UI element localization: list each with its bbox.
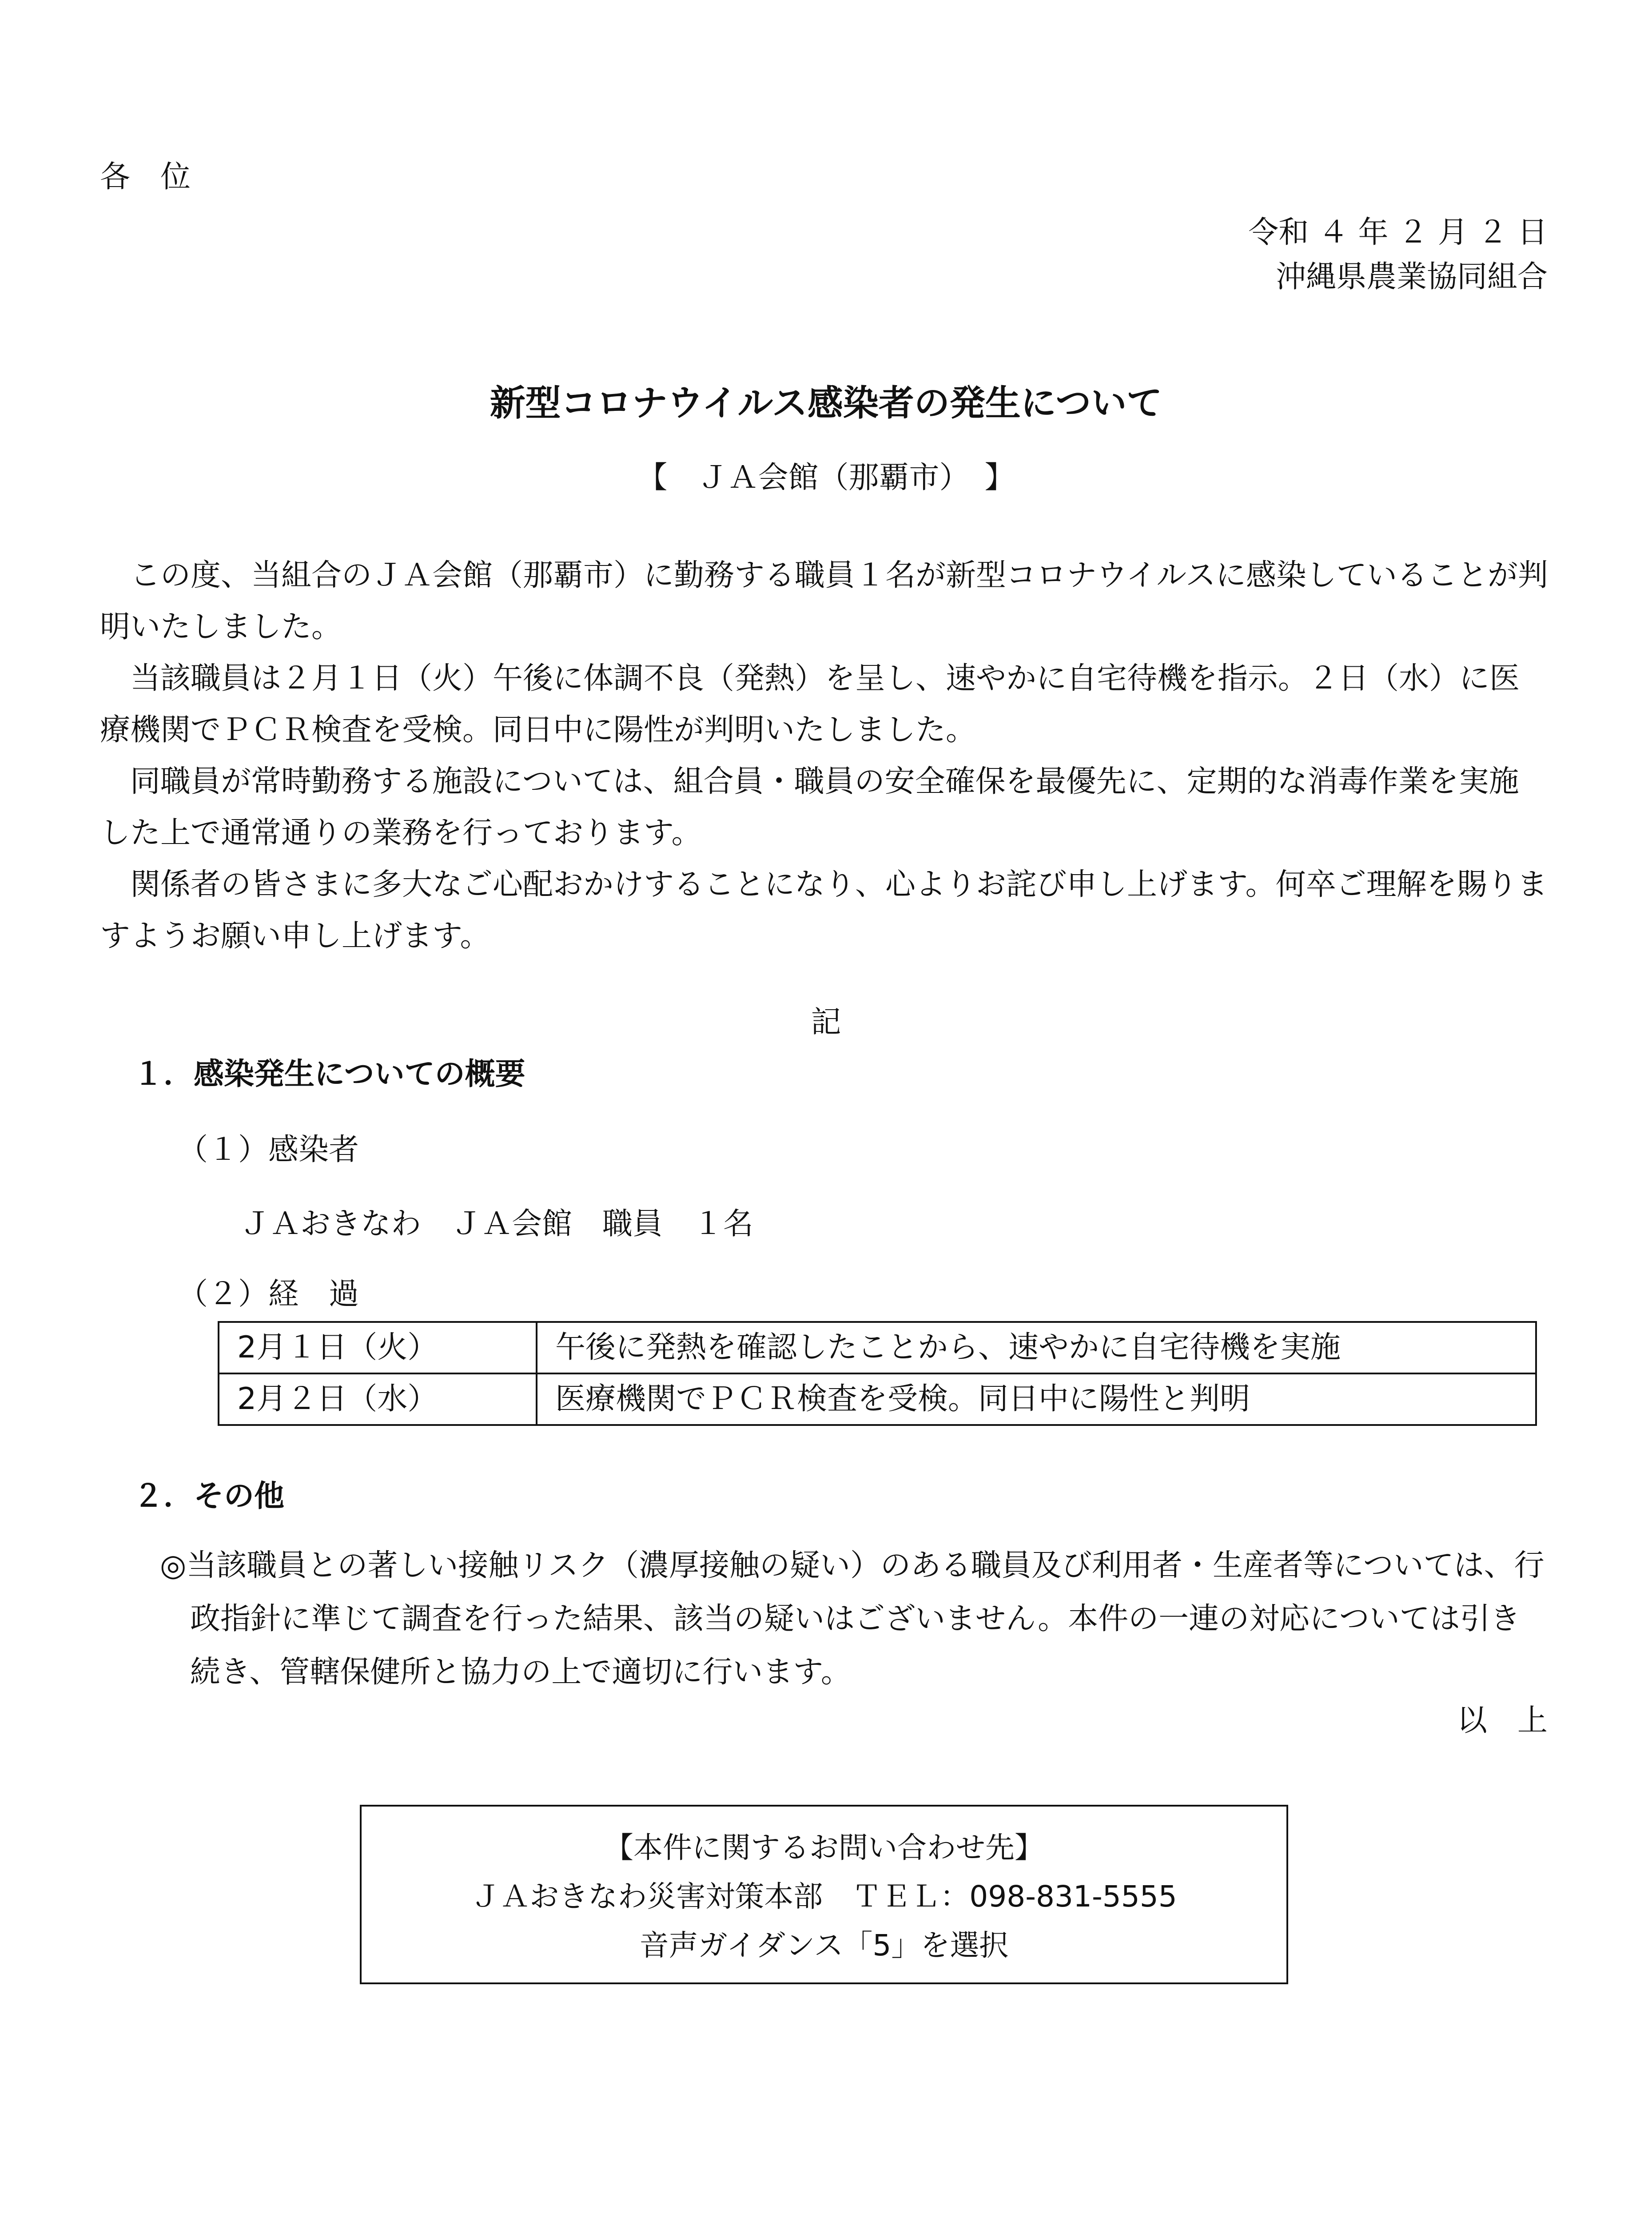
contact-box [360,1805,1288,1984]
history-date: 2月１日（火） [219,1322,537,1373]
table-row [219,1322,1536,1373]
infected-person-text: ＪＡおきなわ ＪＡ会館 職員 １名 [240,1206,754,1242]
addressee: 各 位 [100,159,191,195]
section2-heading: ２．その他 [133,1479,285,1514]
contact-phone: ＪＡおきなわ災害対策本部 ＴＥＬ：098-831-5555 [471,1879,1177,1914]
body-paragraph: 同職員が常時勤務する施設については、組合員・職員の安全確保を最優先に、定期的な消毒作業を実施した上で通常通りの業務を行っております。 [100,764,1519,851]
history-date: 2月２日（水） [219,1373,537,1425]
table-row [219,1373,1536,1425]
body-paragraph: 関係者の皆さまに多大なご心配おかけすることになり、心よりお詫び申し上げます。何卒ご理解を賜りますようお願い申し上げます。 [100,867,1548,954]
document-title: 新型コロナウイルス感染者の発生について [490,382,1162,424]
section1-heading: １．感染発生についての概要 [133,1057,525,1092]
body-paragraph: この度、当組合のＪＡ会館（那覇市）に勤務する職員１名が新型コロナウイルスに感染していることが判明いたしました。 [100,558,1548,645]
history-event: 午後に発熱を確認したことから、速やかに自宅待機を実施 [537,1322,1536,1373]
issue-date: 令和 ４ 年 ２ 月 ２ 日 [1248,215,1548,250]
history-event: 医療機関でＰＣＲ検査を受検。同日中に陽性と判明 [537,1373,1536,1425]
section2-text: ◎当該職員との著しい接触リスク（濃厚接触の疑い）のある職員及び利用者・生産者等については、行政指針に準じて調査を行った結果、該当の疑いはございません。本件の一連の対応については引き続き、管轄保健所と協力の上で適切に行います。 [160,1548,1545,1690]
body-paragraph: 当該職員は２月１日（火）午後に体調不良（発熱）を呈し、速やかに自宅待機を指示。２日（水）に医療機関でＰＣＲ検査を受検。同日中に陽性が判明いたしました。 [100,661,1520,748]
closing-mark: 以 上 [1457,1703,1548,1738]
history-table [218,1321,1537,1426]
issuer-name: 沖縄県農業協同組合 [1275,259,1548,295]
ki-mark: 記 [811,1005,841,1040]
document-subtitle: 【 ＪＡ会館（那覇市） 】 [637,460,1015,495]
section1-sub2-heading: （２）経 過 [178,1277,359,1312]
contact-guidance: 音声ガイダンス「5」を選択 [639,1928,1009,1962]
contact-heading: 【本件に関するお問い合わせ先】 [604,1831,1044,1865]
section1-sub1-heading: （１）感染者 [178,1132,359,1167]
